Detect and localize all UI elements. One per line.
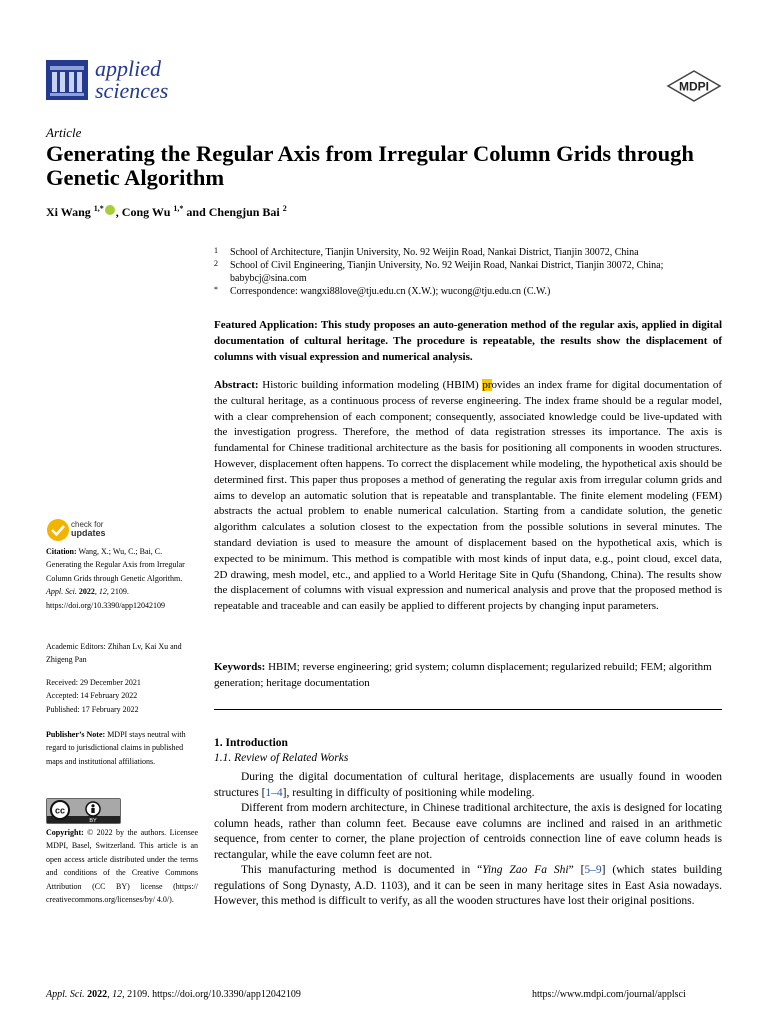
abstract-text-rest: ovides an index frame for digital documentation of the cultural heritage, as a continuous process of reverse engineering. The index frame should be a regular model, with a clear comprehension of each component; consequently, associated knowledge could be live-updated with the investigation progress. Therefore, the method of data registration stresses its importance. The axis is fundamental for Chinese traditional architecture as the basis for positioning all components in wooden structures. However, displacement often happens. To correct the displacement while modeling, the hypothetical axis should be determined first. This paper thus proposes a method of generating the regular axis from irregular column grids and aims to develop an automatic solution that is repeatable and transplantable. The finite element modeling (FEM) abstracts the actual problem to enable numerical calculation. Starting from a candidate solution, the genetic algorithm calculates a solution closest to the expectation from the possible solutions in several minutes. The standard deviation is used to measure the amount of displacement based on the hypothetical axis, which is expected to be minimum. This method is compatible with most kinds of input data, e.g., point cloud, excel data, 2D drawing, mesh model, etc., and applied to a World Heritage Site in Qufu (Shandong, China). The results show the displacement of columns with visual expression and numerical analysis and prove that the proposed method is repeatable and traceable and can easily be applied to different projects by changing input parameters. — [214, 379, 722, 613]
paragraph-3 — [214, 863, 722, 910]
author-2-affil: 1,* — [173, 204, 184, 213]
copyright-text: © 2022 by the authors. Licensee MDPI, Basel, Switzerland. This article is an open access article distributed under the terms and conditions of the Creative Commons Attribution (CC BY) license (https:// creativecommons.org/licenses/by/ 4.0/). — [46, 828, 198, 905]
check-updates-icon — [46, 518, 70, 542]
footer-volume: , 12 — [107, 989, 123, 1000]
abstract-label: Abstract: — [214, 379, 259, 391]
text-span: During the digital documentation of cultural heritage, displacements are usually found in wooden structures [ — [214, 771, 722, 799]
footer-journal-url[interactable]: https://www.mdpi.com/journal/applsci — [532, 989, 686, 1000]
journal-name-line1: applied — [95, 56, 161, 81]
author-1-affil: 1,* — [93, 204, 104, 213]
copyright-label: Copyright: — [46, 828, 84, 837]
featured-application: Featured Application: This study proposes an auto-generation method of the regular axis, applied in digital documentation of cultural heritage. The procedure is repeatable, the results show the displacement of columns with visual expression and numerical analysis. — [214, 319, 722, 363]
check-updates-line1: check for — [71, 520, 104, 529]
footer-citation — [46, 989, 301, 1000]
affiliation-1 — [214, 246, 734, 259]
publisher-name: MDPI — [679, 79, 709, 94]
received-date: Received: 29 December 2021 — [46, 678, 141, 687]
footer-doi[interactable]: , 2109. https://doi.org/10.3390/app12042109 — [122, 989, 301, 1000]
affiliation-number: 1 — [214, 246, 218, 255]
article-type: Article — [46, 125, 82, 140]
publisher-note — [46, 728, 198, 768]
publisher-note-text: MDPI stays neutral with regard to jurisdictional claims in published maps and institutional affiliations. — [46, 730, 186, 766]
check-updates-line2: updates — [71, 528, 106, 538]
journal-logo-icon — [46, 60, 88, 105]
svg-text:cc: cc — [54, 805, 66, 816]
book-title: Ying Zao Fa Shi — [482, 864, 569, 876]
body-text — [214, 770, 722, 910]
abstract-text-start: Historic building information modeling (HBIM) — [258, 379, 483, 391]
affiliation-text: Correspondence: wangxi88love@tju.edu.cn (X.W.); wucong@tju.edu.cn (C.W.) — [230, 286, 551, 297]
citation-link[interactable]: 1–4 — [265, 786, 283, 799]
published-date: Published: 17 February 2022 — [46, 704, 139, 714]
paper-title: Generating the Regular Axis from Irregular Column Grids through Genetic Algorithm — [46, 141, 694, 190]
section-divider — [214, 709, 722, 710]
footer-journal: Appl. Sci. — [46, 989, 85, 1000]
copyright-notice — [46, 826, 198, 906]
text-span: ], resulting in difficulty of positioning while modeling. — [282, 786, 535, 799]
paragraph-1 — [214, 770, 722, 801]
section-heading: 1. Introduction — [214, 737, 288, 749]
citation-link[interactable]: 5–9 — [584, 864, 602, 876]
keywords-label: Keywords: — [214, 661, 266, 673]
citation-block — [46, 545, 198, 612]
text-span: ” [ — [568, 864, 585, 876]
journal-name — [95, 58, 168, 102]
publication-dates — [46, 676, 198, 716]
mdpi-logo-icon — [666, 70, 722, 107]
paragraph-2: Different from modern architecture, in Chinese traditional architecture, the axis is designed for locating column heads, rather than column feet. Because eave columns are inclined and raised in an arithmetic sequence, from center to corner, the plane projection of centroids connection line of eave column heads is rectangular, while the eave column feet are not. — [214, 802, 722, 861]
cc-by-license-badge[interactable] — [46, 798, 121, 824]
citation-year: 2022 — [76, 587, 95, 597]
text-span: ] (which states building regulations of Song Dynasty, A.D. 1103), and it can be seen in many heritage sites in East Asia nowadays. However, this method is difficult to verify, as all the wooden structures have lost their original positions. — [214, 864, 723, 907]
author-list: Xi Wang $^{1,*}$ , Cong Wu $^{1,*}$ and Chengjun Bai $^2$ — [46, 204, 287, 219]
correspondence — [214, 285, 734, 298]
highlight-annotation[interactable]: pr — [482, 379, 492, 391]
abstract — [214, 378, 722, 615]
footer-year: 2022 — [84, 989, 108, 1000]
citation-label: Citation: — [46, 547, 77, 556]
affiliation-number: 2 — [214, 259, 218, 268]
author-3[interactable]: and Chengjun Bai — [186, 205, 280, 219]
keywords — [214, 659, 722, 691]
publisher-note-label: Publisher’s Note: — [46, 730, 106, 739]
subsection-heading: 1.1. Review of Related Works — [214, 752, 349, 764]
keywords-text: HBIM; reverse engineering; grid system; column displacement; regularized rebuild; FEM; algorithm generation; heritage documentation — [214, 661, 712, 689]
affiliation-text: School of Civil Engineering, Tianjin University, No. 92 Weijin Road, Nankai District, Tianjin 30072, China; babybcj@sina.com — [230, 260, 664, 284]
affiliation-2 — [214, 259, 734, 285]
journal-name-line2: sciences — [95, 78, 169, 103]
accepted-date: Accepted: 14 February 2022 — [46, 691, 138, 701]
citation-volume: , 12 — [94, 587, 107, 597]
citation-doi[interactable]: , 2109. https://doi.org/10.3390/app12042109 — [46, 587, 165, 610]
citation-journal: Appl. Sci. — [46, 587, 77, 597]
text-span: This manufacturing method is documented in “ — [241, 864, 483, 876]
author-2[interactable]: Cong Wu — [121, 205, 171, 219]
author-1[interactable]: Xi Wang — [46, 205, 91, 219]
orcid-icon[interactable] — [105, 205, 115, 215]
citation-text: Wang, X.; Wu, C.; Bai, C. Generating the Regular Axis from Irregular Column Grids through Genetic Algorithm. — [46, 547, 185, 583]
cc-by-label: BY — [89, 817, 97, 823]
affiliation-number: * — [214, 285, 218, 294]
affiliation-text: School of Architecture, Tianjin University, No. 92 Weijin Road, Nankai District, Tianjin 30072, China — [230, 247, 639, 258]
author-3-affil: 2 — [282, 204, 287, 213]
academic-editors: Academic Editors: Zhihan Lv, Kai Xu and Zhigeng Pan — [46, 642, 182, 665]
